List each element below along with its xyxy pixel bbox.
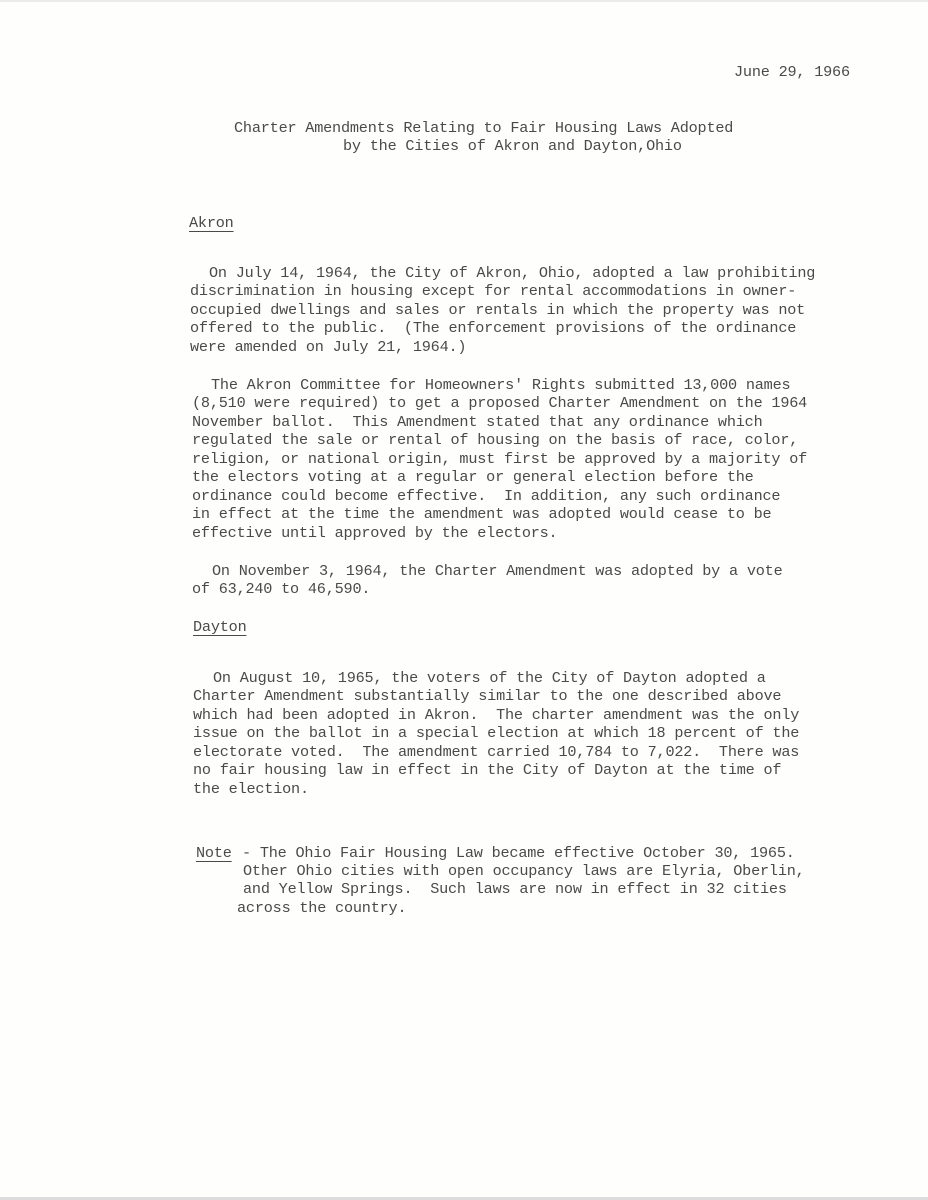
document-title-line-2: by the Cities of Akron and Dayton,Ohio: [343, 137, 682, 155]
akron-para2-line: ordinance could become effective. In addition, any such ordinance: [192, 487, 781, 505]
akron-para1-line: discrimination in housing except for rental accommodations in owner-: [190, 282, 797, 300]
dayton-para1-line: Charter Amendment substantially similar to the one described above: [193, 687, 782, 705]
akron-para1-line: occupied dwellings and sales or rentals in which the property was not: [190, 301, 806, 319]
dayton-para1-line: On August 10, 1965, the voters of the City of Dayton adopted a: [213, 669, 766, 687]
section-heading-akron: Akron: [189, 214, 234, 232]
document-title-line-1: Charter Amendments Relating to Fair Housing Laws Adopted: [234, 119, 734, 137]
akron-para2-line: religion, or national origin, must first be approved by a majority of: [192, 450, 808, 468]
document-date: June 29, 1966: [734, 63, 850, 81]
note-line: and Yellow Springs. Such laws are now in effect in 32 cities: [243, 880, 787, 898]
note-line: - The Ohio Fair Housing Law became effective October 30, 1965.: [242, 844, 795, 862]
akron-para2-line: in effect at the time the amendment was adopted would cease to be: [192, 505, 772, 523]
akron-para3-line: of 63,240 to 46,590.: [192, 580, 371, 598]
akron-para2-line: (8,510 were required) to get a proposed Charter Amendment on the 1964: [192, 394, 808, 412]
dayton-para1-line: no fair housing law in effect in the City of Dayton at the time of: [193, 761, 782, 779]
akron-para3-line: On November 3, 1964, the Charter Amendment was adopted by a vote: [212, 562, 783, 580]
akron-para2-line: The Akron Committee for Homeowners' Rights submitted 13,000 names: [211, 376, 791, 394]
dayton-para1-line: electorate voted. The amendment carried 10,784 to 7,022. There was: [193, 743, 800, 761]
note-label: Note: [196, 844, 232, 862]
dayton-para1-line: the election.: [193, 780, 309, 798]
page-top-edge: [0, 0, 928, 2]
dayton-para1-line: which had been adopted in Akron. The charter amendment was the only: [193, 706, 800, 724]
section-heading-dayton: Dayton: [193, 618, 247, 636]
note-line: across the country.: [237, 899, 407, 917]
akron-para2-line: regulated the sale or rental of housing on the basis of race, color,: [192, 431, 799, 449]
note-line: Other Ohio cities with open occupancy laws are Elyria, Oberlin,: [243, 862, 805, 880]
akron-para1-line: were amended on July 21, 1964.): [190, 338, 467, 356]
akron-para1-line: offered to the public. (The enforcement provisions of the ordinance: [190, 319, 797, 337]
akron-para1-line: On July 14, 1964, the City of Akron, Ohio, adopted a law prohibiting: [209, 264, 816, 282]
dayton-para1-line: issue on the ballot in a special election at which 18 percent of the: [193, 724, 800, 742]
akron-para2-line: effective until approved by the electors.: [192, 524, 558, 542]
akron-para2-line: the electors voting at a regular or general election before the: [192, 468, 754, 486]
akron-para2-line: November ballot. This Amendment stated that any ordinance which: [192, 413, 763, 431]
